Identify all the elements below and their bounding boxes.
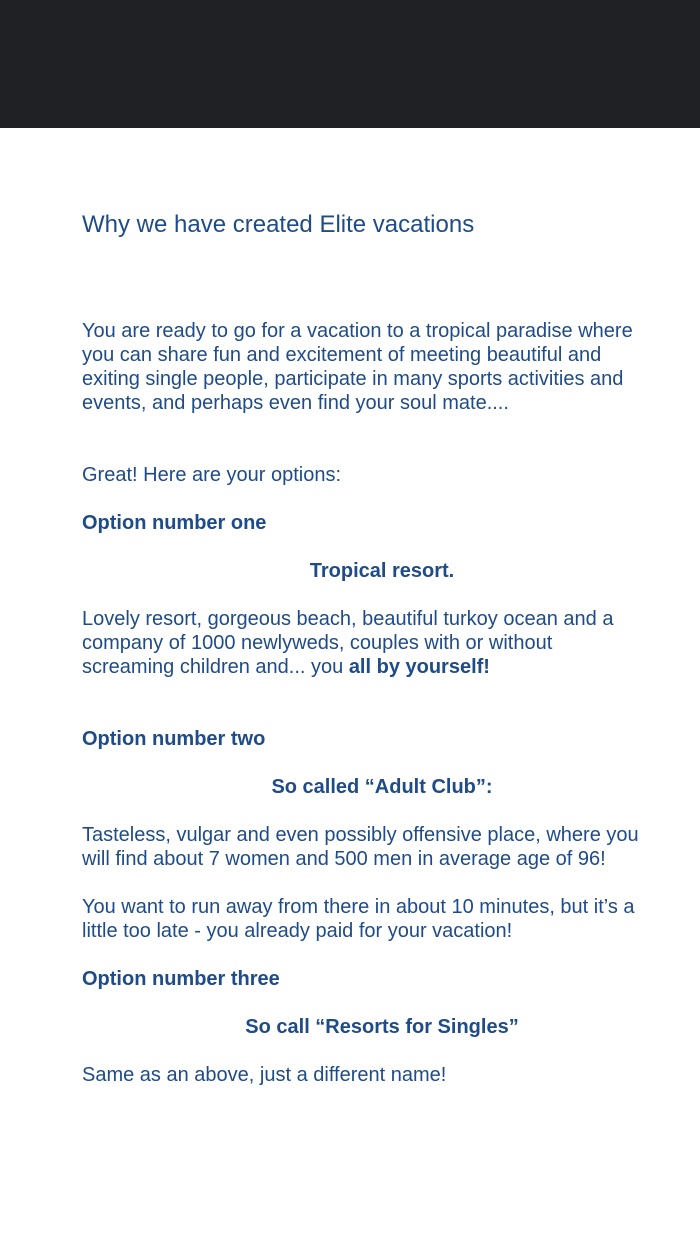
- option-three-label: Option number three: [82, 968, 280, 990]
- option-one-description: [82, 607, 642, 679]
- option-two-description-2: You want to run away from there in about 10 minutes, but it’s a little too late - you already paid for your vacation!: [82, 896, 635, 942]
- option-three-description: Same as an above, just a different name!: [82, 1064, 447, 1086]
- options-intro: Great! Here are your options:: [82, 464, 342, 486]
- option-two-name: So called “Adult Club”:: [271, 776, 493, 798]
- option-three-name: So call “Resorts for Singles”: [245, 1016, 519, 1038]
- option-one-emphasis: all by yourself!: [348, 656, 490, 678]
- top-dark-bar: [0, 0, 700, 128]
- option-one-label: Option number one: [82, 512, 267, 534]
- page-title: Why we have created Elite vacations: [82, 211, 475, 238]
- option-one-description-text: Lovely resort, gorgeous beach, beautiful turkoy ocean and a company of 1000 newlyweds, couples with or without screaming children and... you: [82, 608, 614, 678]
- intro-paragraph: You are ready to go for a vacation to a tropical paradise where you can share fun and excitement of meeting beautiful and exiting single people, participate in many sports activities and events, and perhaps even find your soul mate....: [82, 320, 633, 414]
- option-two-description-1: Tasteless, vulgar and even possibly offensive place, where you will find about 7 women and 500 men in average age of 96!: [82, 824, 639, 870]
- option-two-label: Option number two: [82, 728, 266, 750]
- option-one-name: Tropical resort.: [309, 560, 455, 582]
